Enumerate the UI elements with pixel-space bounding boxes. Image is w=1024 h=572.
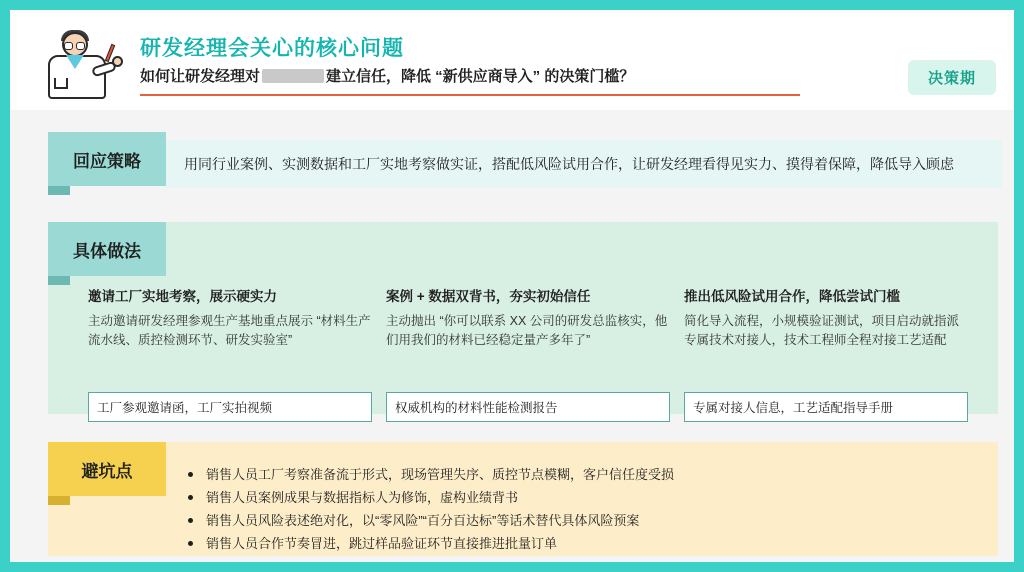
practice-card-text: 主动邀请研发经理参观生产基地重点展示 “材料生产流水线、质控检测环节、研发实验室”	[88, 313, 371, 348]
list-item: 销售人员风险表述绝对化，以“零风险”“百分百达标”等话术替代具体风险预案	[188, 510, 674, 531]
page-title: 研发经理会关心的核心问题	[140, 37, 404, 60]
response-strategy-text: 用同行业案例、实测数据和工厂实地考察做实证，搭配低风险试用合作，让研发经理看得见实力、摸得着保障，降低导入顾虑	[166, 140, 1002, 188]
practice-card-title: 案例 + 数据双背书，夯实初始信任	[386, 289, 591, 304]
section-label-pitfalls: 避坑点	[48, 442, 166, 496]
status-badge: 决策期	[908, 60, 996, 95]
practice-card	[684, 288, 968, 422]
section-pitfalls	[10, 428, 1014, 560]
practice-card-tool: 专属对接人信息，工艺适配指导手册	[684, 392, 968, 422]
section-concrete-practices	[10, 208, 1014, 416]
page-subtitle	[140, 65, 634, 86]
practice-card-title: 推出低风险试用合作，降低尝试门槛	[684, 289, 900, 304]
subtitle-part-1: 如何让研发经理对	[140, 68, 261, 85]
slide-page	[10, 10, 1014, 562]
section-response-strategy	[10, 114, 1014, 182]
practice-card-title: 邀请工厂实地考察，展示硬实力	[88, 289, 277, 304]
practice-card-tool: 权威机构的材料性能检测报告	[386, 392, 670, 422]
section-label-concrete-practices: 具体做法	[48, 222, 166, 276]
redacted-mask	[262, 69, 324, 83]
section-label-response-strategy: 回应策略	[48, 132, 166, 186]
header-divider	[140, 94, 800, 96]
doctor-scientist-icon	[32, 30, 124, 100]
practice-card-text: 主动抛出 “你可以联系 XX 公司的研发总监核实，他们用我们的材料已经稳定量产多年了”	[386, 313, 668, 348]
practice-card-text: 简化导入流程，小规模验证测试，项目启动就指派专属技术对接人，技术工程师全程对接工艺适配	[684, 313, 960, 348]
list-item: 销售人员案例成果与数据指标人为修饰，虚构业绩背书	[188, 487, 674, 508]
list-item: 销售人员工厂考察准备流于形式，现场管理失序、质控节点模糊，客户信任度受损	[188, 464, 674, 485]
practice-card	[88, 288, 372, 422]
subtitle-part-2: 建立信任，降低 “新供应商导入” 的决策门槛？	[326, 68, 635, 85]
practice-card	[386, 288, 670, 422]
header	[10, 10, 1014, 110]
pitfall-list	[188, 464, 674, 556]
list-item: 销售人员合作节奏冒进，跳过样品验证环节直接推进批量订单	[188, 533, 674, 554]
practice-card-tool: 工厂参观邀请函，工厂实拍视频	[88, 392, 372, 422]
practice-card-list	[88, 288, 968, 422]
